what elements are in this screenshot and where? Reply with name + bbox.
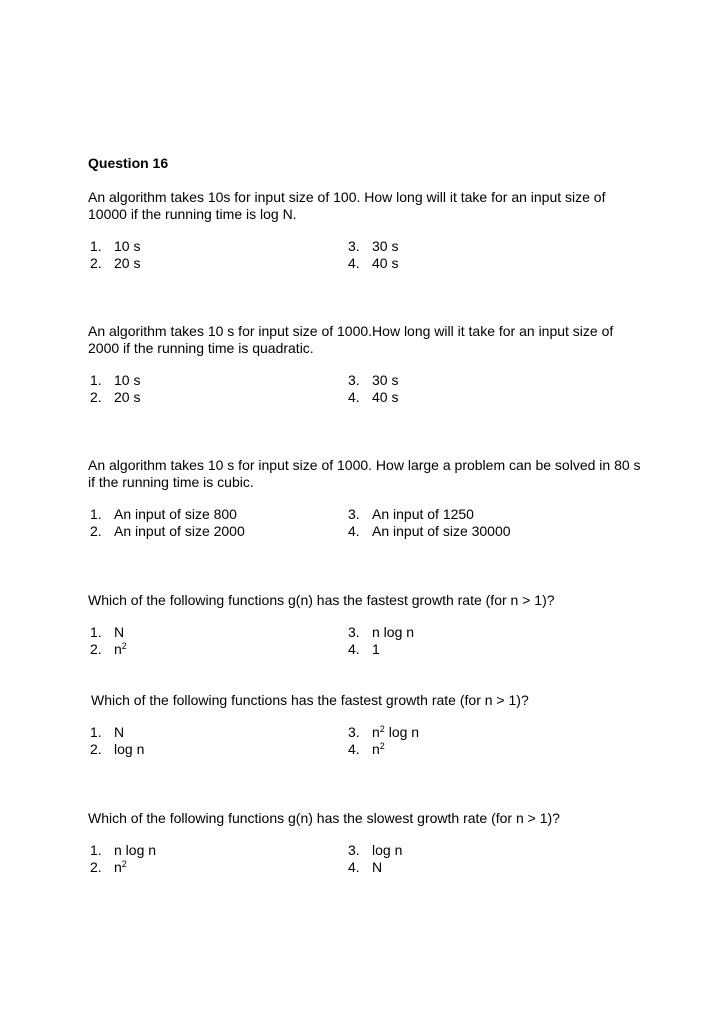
option-4: 4. N	[348, 859, 383, 875]
option-3: 3. n log n	[348, 624, 415, 640]
answer-options	[88, 724, 648, 758]
question-block	[88, 810, 648, 876]
option-2: 2. log n	[90, 741, 145, 757]
question-text: Which of the following functions g(n) has the slowest growth rate (for n > 1)?	[88, 810, 560, 826]
option-1: 1. N	[90, 624, 125, 640]
answer-options	[88, 506, 648, 540]
answer-options	[88, 842, 648, 876]
option-3: 3. log n	[348, 842, 403, 858]
question-text: An algorithm takes 10 s for input size of 1000. How large a problem can be solved in 80 s if the running time is cubic.	[88, 457, 641, 490]
option-1: 1. 10 s	[90, 372, 141, 388]
option-3: 3. 30 s	[348, 238, 399, 254]
option-1: 1. n log n	[90, 842, 157, 858]
option-2: 2. 20 s	[90, 255, 141, 271]
option-4: 4. An input of size 30000	[348, 523, 511, 539]
option-2: 2. 20 s	[90, 389, 141, 405]
question-text: An algorithm takes 10 s for input size of 1000.How long will it take for an input size of 2000 if the running time is quadratic.	[88, 323, 614, 356]
question-text: Which of the following functions g(n) has the fastest growth rate (for n > 1)?	[88, 592, 555, 608]
option-2: 2. An input of size 2000	[90, 523, 245, 539]
question-text: An algorithm takes 10s for input size of 100. How long will it take for an input size of 10000 if the running time is log N.	[88, 189, 606, 222]
option-2: 2. $n^2$	[90, 641, 127, 657]
option-2: 2. $n^2$	[90, 859, 127, 875]
question-text: Which of the following functions has the fastest growth rate (for n > 1)?	[91, 692, 529, 708]
question-block-options	[88, 709, 648, 758]
option-1: 1. An input of size 800	[90, 506, 237, 522]
answer-options	[88, 624, 648, 658]
question-block	[88, 592, 648, 658]
option-4: 4. 40 s	[348, 389, 399, 405]
question-block	[88, 323, 648, 406]
option-3: 3. An input of 1250	[348, 506, 474, 522]
option-4: 4. 1	[348, 641, 380, 657]
option-3: 3. $n^2$ log n	[348, 724, 420, 740]
question-block	[88, 457, 648, 540]
page-title: Question 16	[88, 155, 169, 171]
question-block	[91, 692, 651, 709]
answer-options	[88, 372, 648, 406]
option-1: 1. N	[90, 724, 125, 740]
question-block	[88, 189, 648, 272]
option-4: 4. $n^2$	[348, 741, 385, 757]
option-3: 3. 30 s	[348, 372, 399, 388]
answer-options	[88, 238, 648, 272]
option-1: 1. 10 s	[90, 238, 141, 254]
option-4: 4. 40 s	[348, 255, 399, 271]
